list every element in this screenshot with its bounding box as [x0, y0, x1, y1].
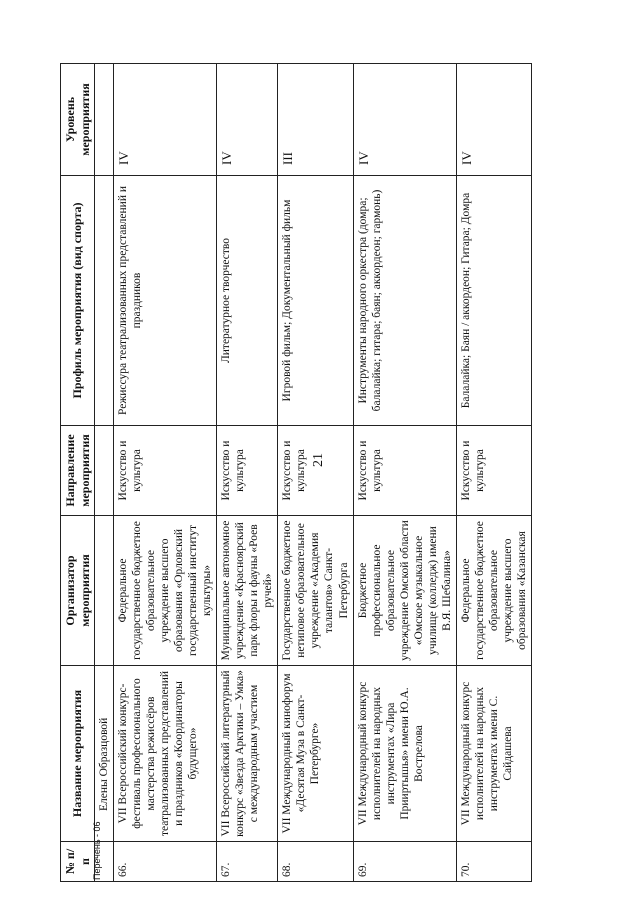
row-name: VII Международный конкурс исполнителей на народных инструментах имени С. Сайдашева: [456, 666, 531, 842]
row-direction: Искусство и культура: [114, 426, 217, 516]
row-profile: Режиссура театрализованных представлений и праздников: [114, 176, 217, 426]
table-row: [114, 64, 217, 882]
row-num: 69.: [353, 842, 456, 882]
table-row: [278, 64, 353, 882]
continuation-row: [95, 64, 114, 882]
row-organizer: Муниципальное автономное учреждение «Красноярский парк флоры и фауны «Роев ручей»: [217, 516, 278, 666]
row-direction: Искусство и культура: [353, 426, 456, 516]
row-num: 66.: [114, 842, 217, 882]
table-container: [60, 64, 608, 882]
table-header-row: [61, 64, 95, 882]
row-num: 67.: [217, 842, 278, 882]
table-row: [217, 64, 278, 882]
events-table: [60, 63, 532, 882]
row-name: VII Международный кинофорум «Десятая Муза в Санкт-Петербурге»: [278, 666, 353, 842]
row-name: VII Всероссийский литературный конкурс «Звезда Арктики – Умка» с международным участием: [217, 666, 278, 842]
row-organizer: Федеральное государственное бюджетное образовательное учреждение высшего образования «Орловский государственный институт культуры»: [114, 516, 217, 666]
row-num: 70.: [456, 842, 531, 882]
header-profile: Профиль мероприятия (вид спорта): [61, 176, 95, 426]
page-number: 21: [311, 453, 326, 467]
row-level: IV: [456, 64, 531, 176]
header-organizer: Организатор мероприятия: [61, 516, 95, 666]
row-direction: Искусство и культура: [278, 426, 353, 516]
row-organizer: Государственное бюджетное нетиповое образовательное учреждение «Академия талантов» Санкт-Петербурга: [278, 516, 353, 666]
table-row: [353, 64, 456, 882]
header-name: Название мероприятия: [61, 666, 95, 842]
row-profile: Инструменты народного оркестра (домра; балалайка; гитара; баян; аккордеон; гармонь): [353, 176, 456, 426]
header-num: № п/п: [61, 842, 95, 882]
row-level: IV: [114, 64, 217, 176]
row-name: VII Международный конкурс исполнителей на народных инструментах «Лира Прииртышья» имени Ю.А. Вострелова: [353, 666, 456, 842]
row-name: VII Всероссийский конкурс-фестиваль профессионального мастерства режиссёров театрализованных представлений и праздников «Координаторы будущего»: [114, 666, 217, 842]
row-organizer: Федеральное государственное бюджетное образовательное учреждение высшего образования «Казанская: [456, 516, 531, 666]
row-level: IV: [217, 64, 278, 176]
row-level: IV: [353, 64, 456, 176]
row-level: III: [278, 64, 353, 176]
row-profile: Балалайка; Баян / аккордеон; Гитара; Домра: [456, 176, 531, 426]
row-num: 68.: [278, 842, 353, 882]
row-organizer: Бюджетное профессиональное образовательное учреждение Омской области «Омское музыкальное училище (колледж) имени В.Я. Шебалина»: [353, 516, 456, 666]
row-profile: Игровой фильм; Документальный фильм: [278, 176, 353, 426]
row-direction: Искусство и культура: [456, 426, 531, 516]
header-direction: Направление мероприятия: [61, 426, 95, 516]
table-row: [456, 64, 531, 882]
row-profile: Литературное творчество: [217, 176, 278, 426]
row-direction: Искусство и культура: [217, 426, 278, 516]
continuation-text: Елены Образцовой: [95, 666, 114, 842]
document-footer: Перечень - 06: [92, 821, 102, 880]
header-level: Уровень мероприятия: [61, 64, 95, 176]
